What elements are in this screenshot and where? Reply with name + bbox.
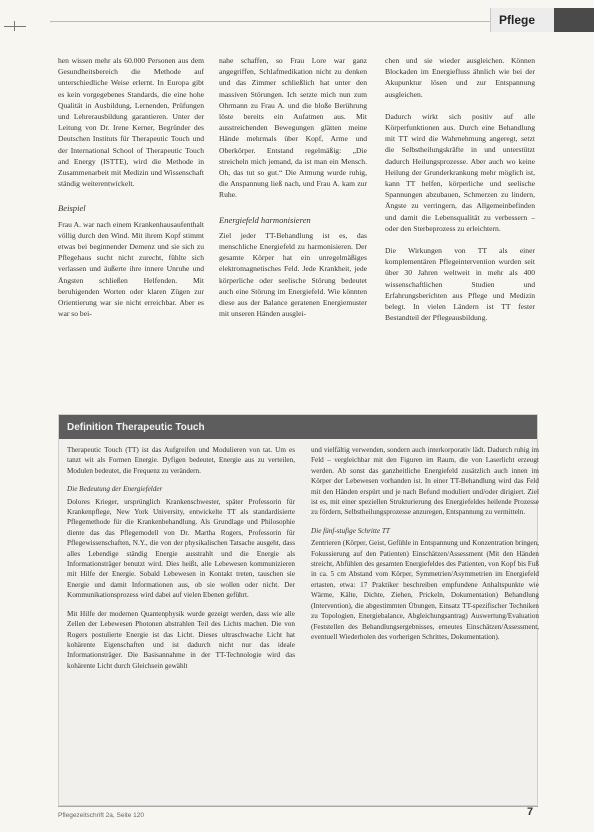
energy-heading: Energiefeld harmonisieren [219,214,311,225]
col3-paragraph-3: Die Wirkungen von TT als einer komplementären Pflegeintervention wurden seit über 30 Jahren weltweit in mehr als 400 wissenschaftlichen Studien und Erfahrungsberichten aus Pflege und Medizin belegt. In vielen Ländern ist TT fester Bestandteil der Pflegeausbildung. [385,246,535,323]
definition-left-paragraph-2: Dolores Krieger, ursprünglich Krankenschwester, später Professorin für Krankenpflege, New York University, entwickelte TT als standardisierte Pflegemethode für die Krankenbehandlung. Als Grundlage und Philosophie diente das das Pflegemodell von Dr. Martha Rogers, Professorin für Pflegewissenschaften, N.Y., die von der physikalischen Tatsache ausgeht, dass alles Lebendige ständig Energie ausstrahlt und die Energie als Informationsträger benutzt wird. Dies heißt, alle Lebewesen kommunizieren mit Hilfe der Energie. Sobald Lebewesen in Kontakt treten, tauschen sie Energie und damit Informationen aus, ob sie wollen oder nicht. Der Kommunikationsprozess wird dabei auf vielen Ebenen geführt. [67,497,295,600]
definition-box [58,414,538,806]
beispiel-heading: Beispiel [58,203,86,214]
article-column-2 [219,55,367,319]
col3-paragraph-2: Dadurch wirkt sich positiv auf alle Körperfunktionen aus. Durch eine Behandlung mit TT wird die Wahrnehmung angeregt, setzt die Selbstheilungskräfte in und unterstützt dadurch Heilungsprozesse. Aber auch wo keine Heilung der Grunderkrankung mehr möglich ist, kann TT helfen, körperliche und seelische Spannungen abzubauen, Schmerzen zu lindern, Ängste zu verringern, das Allgemeinbefinden und damit die Lebensqualität zu verbessern – oder den Sterbeprozess zu erleichtern. [385,111,535,233]
section-label: Pflege [499,13,536,27]
article-column-3 [385,55,535,323]
footer-source: Pflegezeitschrift 2a, Seite 120 [58,812,144,819]
col3-paragraph-1: chen und sie wieder ausgleichen. Können Blockaden im Energiefluss ähnlich wie bei der Akupunktur lösen und zur Entspannung ausgleichen. [385,56,535,99]
definition-right-paragraph-1: und vielfältig verwenden, sondern auch interkorporativ lädt. Dadurch ruhig im Feld – vergleichbar mit den Figuren im Raum, die von Laserlicht erzeugt werden. Ab sonst das ganzheitliche Energiefeld zusätzlich auch innen im Körper der Lebewesen vorhanden ist. In einer TT-Behandlung wird das Feld mit den Händen erspürt und je nach Befund moduliert und/oder dirigiert. Ziel ist es, mit einer speziellen Strukturierung des Energiefeldes heilende Prozesse zu fördern, Selbstheilungsprozesse anzuregen, Entspannung zu vermitteln. [311,446,539,517]
section-tab-accent [554,8,594,32]
definition-left-column [67,445,295,679]
col1-paragraph-1: hen wissen mehr als 60.000 Personen aus dem Gesundheitsbereich die Methode auf unterschiedliche Weise erlernt. In Europa gibt es kein vorgegebenes Standards, die eine hohe Qualität in Ausbildung, Lernenden, Prüfungen und Lehrerausbildung garantieren. Unter der Leitung von Dr. Irene Kerner, Begründer des Deutschen Instituts für Therapeutic Touch und der International School of Therapeutic Touch and Energy (ISTTE), wird die Methode in Zusammenarbeit mit Medizin und Wissenschaft ständig weiterentwickelt. [58,56,204,189]
col2-paragraph-2: Ziel jeder TT-Behandlung ist es, das menschliche Energiefeld zu harmonisieren. Der gesamte Körper hat ein unregelmäßiges elektromagnetisches Feld. Jede Krankheit, jede körperliche oder seelische Störung bedeutet auch eine Störung im Energiefeld. Wie könnten diese aus der Balance geratenen Energiemuster mit unseren Händen ausglei- [219,230,367,319]
page-number: 7 [527,806,534,818]
col2-paragraph-1: nahe schaffen, so Frau Lore war ganz angegriffen, Schlafmedikation nicht zu denken und das Zimmer schließlich hat unter den massiven Störungen. Ich setzte mich nun zum Ohrmann zu Frau A. und die bloße Berührung löste bereits ein Aufatmen aus. Mit ausstreichenden Bewegungen glätten meine Hände mehrmals über Kopf, Arme und Oberkörper. Entstand regelmäßig: „Die streicheln mich jemand, da ist man ein Mensch. Oh, das tut so gut.“ Die Atmung wurde ruhig, die Anspannung ließ nach, und Frau A. kam zur Ruhe. [219,56,367,200]
definition-left-paragraph-3: Mit Hilfe der modernen Quantenphysik wurde gezeigt werden, dass wie alle Zellen der Lebewesen Photonen abstrahlen Teil des Lichts machen. Die von Rogers postulierte Energie ist das Licht. Dieses ultraschwache Licht hat kohärente Eigenschaften und ist dadurch nicht nur das ideale Informationsträger. Die Basisannahme in der TT-Technologie wird das kohärente Licht durch Gleichsein gewählt [67,609,295,670]
definition-box-title: Definition Therapeutic Touch [59,415,537,439]
header-rule [50,21,490,22]
definition-right-column [311,445,539,650]
definition-left-subheading: Die Bedeutung der Energiefelder [67,485,163,494]
definition-right-paragraph-2: Zentrieren (Körper, Geist, Gefühle in Entspannung und Konzentration bringen, Fokussierung auf den Patienten) Einschätzen/Assessment (Mit den Händen streicht, Abfühlen des gesamten Energiefeldes des Patienten, von Kopf bis Fuß in ca. 5 cm Abstand vom Körper, Symmetrien/Asymmetrien im Energiefeld ertasten, etwa: 17 Praktiker beschreiben empfundene Anhaltspunkte wie Wärme, Kälte, Dichte, Ziehen, Prickeln, Dokumentation) Behandlung (Intervention), die abgestimmten Übungen, Einsatz TT-spezifischer Techniken zu Topologien, Energiebalance, Abgleichungsantrag) Auswertung/Evaluation (Feststellen des Behandlungsergebnisses, erneutes Einschätzen/Assessment, eventuell Wiederholen des vorherigen Schrittes, Dokumentation). [311,539,539,641]
section-tab [490,8,594,32]
col1-paragraph-2: Frau A. war nach einem Krankenhausaufenthalt völlig durch den Wind. Mit ihrem Kopf stimmt etwas bei beginnender Demenz und sie sich zu Pflegehaus sucht nicht zurecht, fühlte sich verlassen und äußerte ihre innere Unruhe und Ängsten schließen Helfenden. Mit beruhigenden Worten oder klaren Zügen zur Orientierung war sie nicht erreichbar. Aber es war so bei- [58,219,204,319]
definition-right-subheading: Die fünf-stufige Schritte TT [311,526,390,535]
footer-rule [58,806,538,807]
article-column-1 [58,55,204,319]
crop-mark [4,26,26,27]
definition-left-paragraph-1: Therapeutic Touch (TT) ist das Aufgreifen und Modulieren von tat. Um es tanzt wit als Formen Energie. Dyfigen bedeutet, Energie aus zu verteilen, Modulen bedeutet, die Frequenz zu verändern. [67,446,295,475]
